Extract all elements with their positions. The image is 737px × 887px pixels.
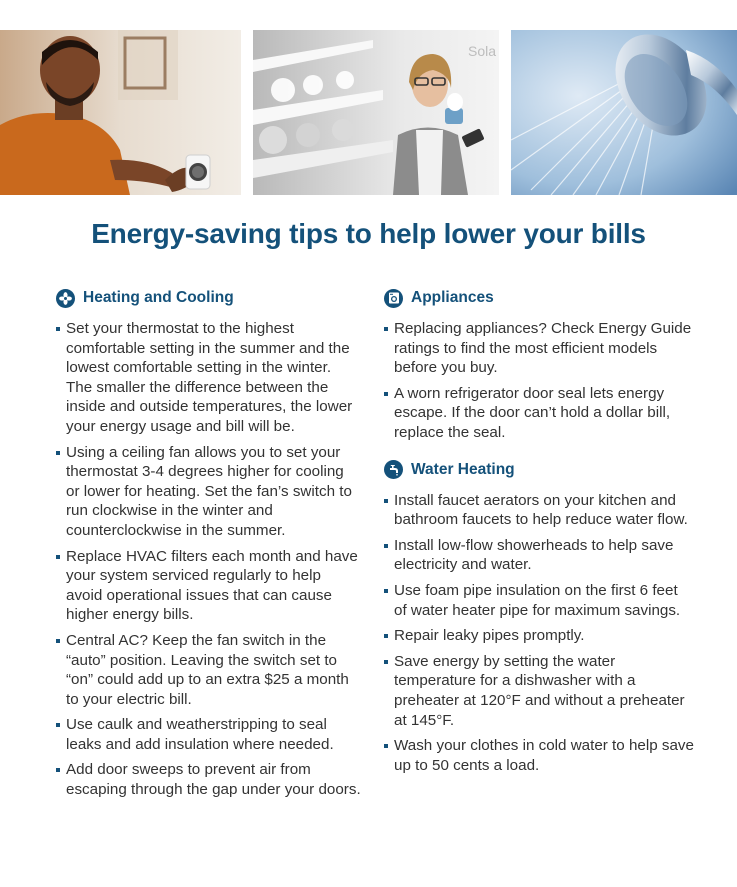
- page-title: Energy-saving tips to help lower your bills: [91, 218, 646, 249]
- list-item: Use foam pipe insulation on the first 6 feet of water heater pipe for maximum savings.: [384, 581, 694, 620]
- heating-cooling-section: [56, 287, 361, 800]
- list-item: A worn refrigerator door seal lets energy escape. If the door can’t hold a dollar bill, replace the seal.: [384, 384, 694, 443]
- heating-tips-list: [56, 319, 361, 800]
- photo-strip: [0, 30, 737, 195]
- list-item: Install faucet aerators on your kitchen and bathroom faucets to help reduce water flow.: [384, 491, 694, 530]
- section-title: Appliances: [411, 289, 494, 306]
- showerhead-water-spray-photo: [511, 30, 737, 195]
- water-heating-section: [384, 459, 694, 776]
- appliances-section: [384, 287, 694, 443]
- section-header: [384, 287, 694, 309]
- list-item: Central AC? Keep the fan switch in the “auto” position. Leaving the switch set to “on” could add up to an extra $25 a month to your electric bill.: [56, 631, 361, 709]
- list-item: Set your thermostat to the highest comfortable setting in the summer and the lowest comfortable setting in the winter. The smaller the difference between the inside and outside temperatures, the lower your energy usage and bill will be.: [56, 319, 361, 437]
- section-title: Heating and Cooling: [83, 289, 234, 306]
- fan-icon: [56, 289, 75, 308]
- list-item: Save energy by setting the water temperature for a dishwasher with a preheater at 120°F and without a preheater at 145°F.: [384, 652, 694, 730]
- section-header: [56, 287, 361, 309]
- list-item: Wash your clothes in cold water to help save up to 50 cents a load.: [384, 736, 694, 775]
- right-column: [384, 287, 694, 791]
- list-item: Add door sweeps to prevent air from escaping through the gap under your doors.: [56, 760, 361, 799]
- woman-shopping-light-bulbs-photo: [253, 30, 499, 195]
- svg-text:Sola: Sola: [468, 43, 497, 59]
- list-item: Install low-flow showerheads to help save electricity and water.: [384, 536, 694, 575]
- section-title: Water Heating: [411, 460, 515, 478]
- washing-machine-icon: [384, 289, 403, 308]
- water-tips-list: [384, 491, 694, 776]
- faucet-icon: [384, 460, 403, 479]
- section-header: [384, 459, 694, 481]
- man-adjusting-thermostat-photo: [0, 30, 241, 195]
- list-item: Replacing appliances? Check Energy Guide ratings to find the most efficient models before you buy.: [384, 319, 694, 378]
- list-item: Replace HVAC filters each month and have your system serviced regularly to help avoid operational issues that can cause higher energy bills.: [56, 547, 361, 625]
- list-item: Use caulk and weatherstripping to seal leaks and add insulation where needed.: [56, 715, 361, 754]
- left-column: [56, 287, 361, 816]
- list-item: Repair leaky pipes promptly.: [384, 626, 694, 646]
- list-item: Using a ceiling fan allows you to set your thermostat 3-4 degrees higher for cooling or lower for heating. Set the fan’s switch to run clockwise in the winter and counterclockwise in the summer.: [56, 443, 361, 541]
- appliances-tips-list: [384, 319, 694, 443]
